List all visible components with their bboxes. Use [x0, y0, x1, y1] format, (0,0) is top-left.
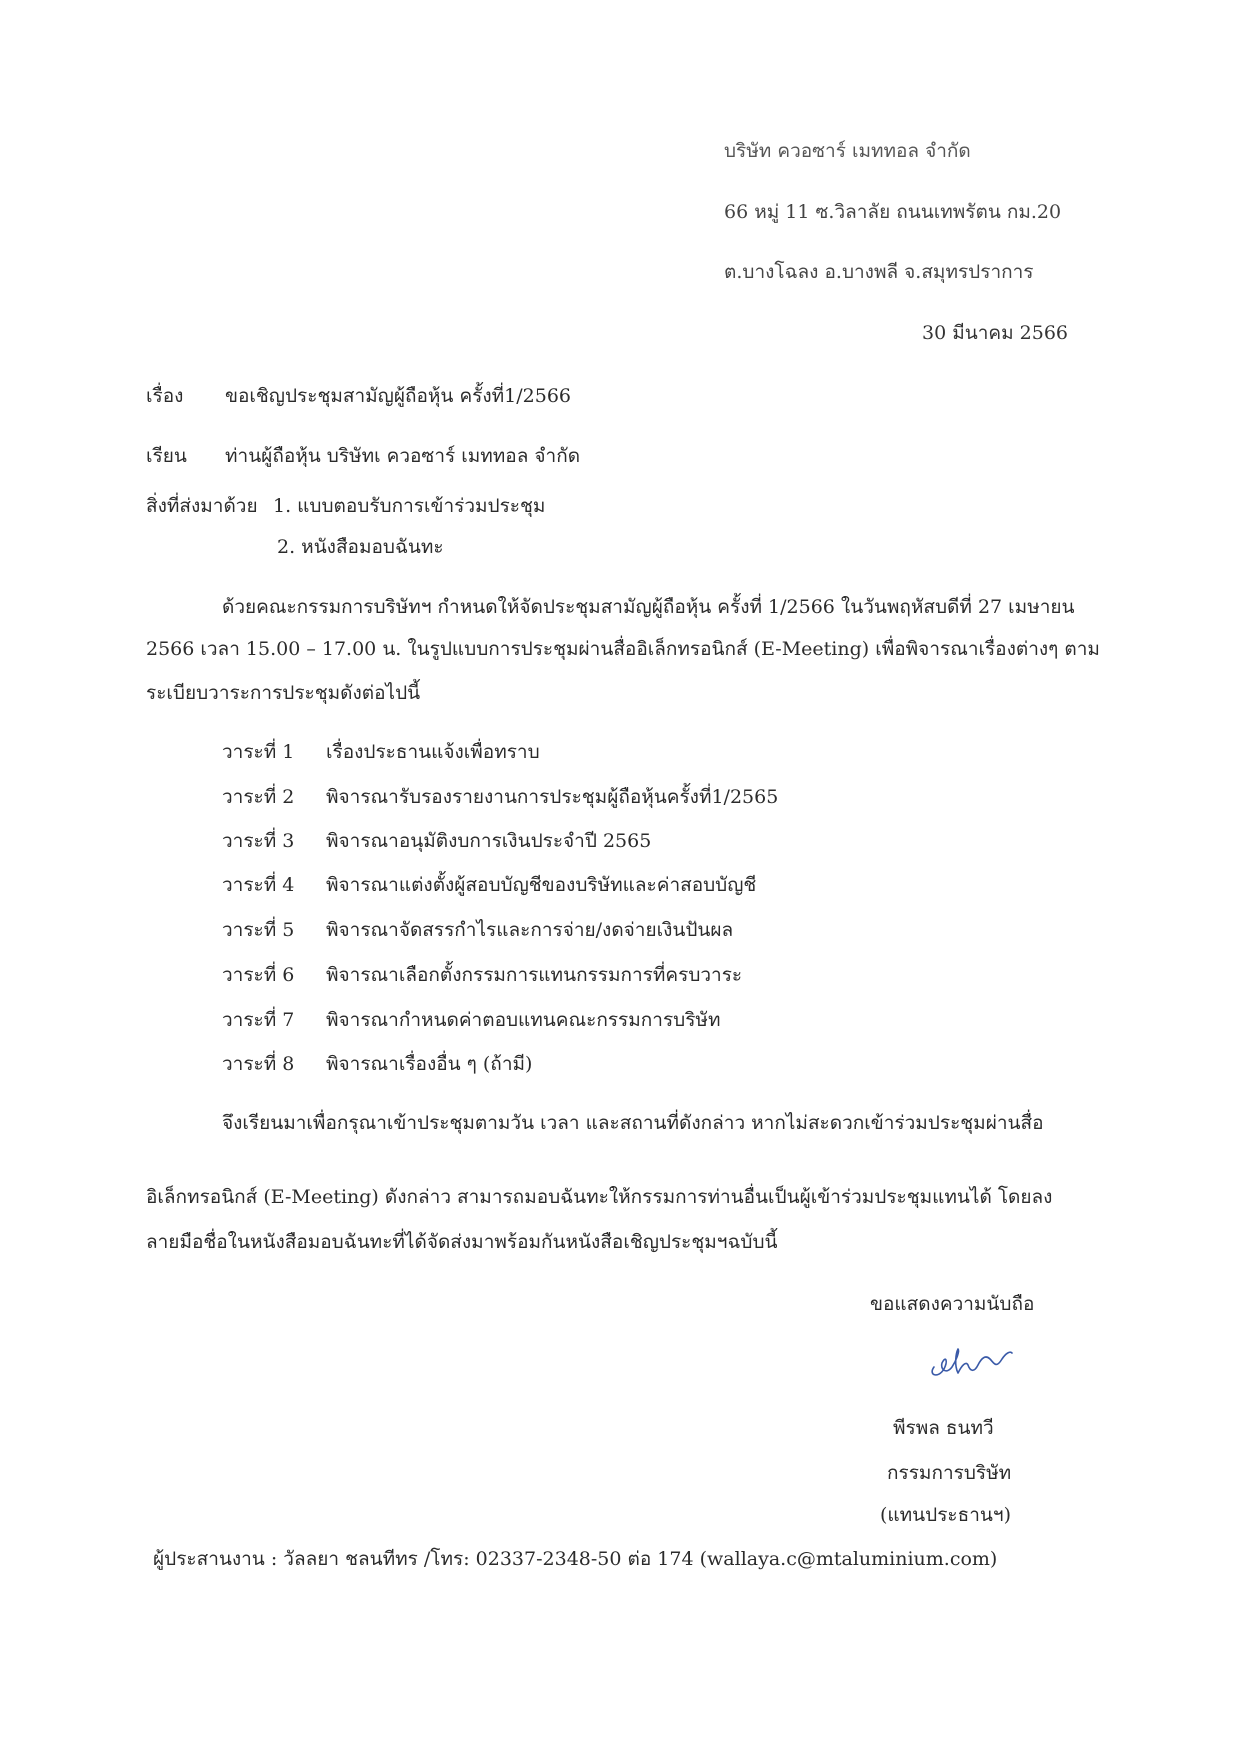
agenda-item-label: วาระที่ 5: [222, 919, 295, 941]
intro-paragraph-line: 2566 เวลา 15.00 – 17.00 น. ในรูปแบบการประชุมผ่านสื่ออิเล็กทรอนิกส์ (E-Meeting) เพื่อพิจารณาเรื่องต่างๆ ตาม: [146, 638, 1100, 660]
signer-on-behalf: (แทนประธานฯ): [880, 1504, 1011, 1526]
complimentary-close: ขอแสดงความนับถือ: [870, 1293, 1035, 1315]
agenda-item-text: พิจารณาเลือกตั้งกรรมการแทนกรรมการที่ครบวาระ: [326, 964, 743, 986]
closing-paragraph-line: จึงเรียนมาเพื่อกรุณาเข้าประชุมตามวัน เวลา และสถานที่ดังกล่าว หากไม่สะดวกเข้าร่วมประชุมผ่านสื่อ: [222, 1112, 1044, 1134]
recipient-text: ท่านผู้ถือหุ้น บริษัทเ ควอซาร์ เมททอล จำกัด: [225, 445, 581, 467]
agenda-item-label: วาระที่ 8: [222, 1053, 295, 1075]
agenda-item-label: วาระที่ 7: [222, 1009, 295, 1031]
handwritten-signature: [920, 1335, 1020, 1385]
agenda-item-label: วาระที่ 1: [222, 741, 295, 763]
enclosures-label: สิ่งที่ส่งมาด้วย: [146, 495, 258, 517]
intro-paragraph-line: ด้วยคณะกรรมการบริษัทฯ กำหนดให้จัดประชุมสามัญผู้ถือหุ้น ครั้งที่ 1/2566 ในวันพฤหัสบดีที่ 27 เมษายน: [222, 596, 1075, 618]
closing-paragraph-line: ลายมือชื่อในหนังสือมอบฉันทะที่ได้จัดส่งมาพร้อมกันหนังสือเชิญประชุมฯฉบับนี้: [146, 1231, 778, 1253]
agenda-item-text: พิจารณาจัดสรรกำไรและการจ่าย/งดจ่ายเงินปันผล: [326, 919, 734, 941]
closing-paragraph-line: อิเล็กทรอนิกส์ (E-Meeting) ดังกล่าว สามารถมอบฉันทะให้กรรมการท่านอื่นเป็นผู้เข้าร่วมประชุมแทนได้ โดยลง: [146, 1186, 1053, 1208]
company-address-line2: ต.บางโฉลง อ.บางพลี จ.สมุทรปราการ: [724, 261, 1034, 283]
subject-label: เรื่อง: [146, 385, 184, 407]
letter-date: 30 มีนาคม 2566: [922, 322, 1069, 344]
agenda-item-label: วาระที่ 2: [222, 786, 295, 808]
agenda-item-text: เรื่องประธานแจ้งเพื่อทราบ: [326, 741, 540, 763]
recipient-label: เรียน: [146, 445, 187, 467]
signer-name: พีรพล ธนทวี: [893, 1417, 994, 1439]
agenda-item-text: พิจารณาเรื่องอื่น ๆ (ถ้ามี): [326, 1053, 533, 1075]
agenda-item-text: พิจารณากำหนดค่าตอบแทนคณะกรรมการบริษัท: [326, 1009, 721, 1031]
agenda-item-text: พิจารณาแต่งตั้งผู้สอบบัญชีของบริษัทและค่าสอบบัญชี: [326, 874, 757, 896]
subject-text: ขอเชิญประชุมสามัญผู้ถือหุ้น ครั้งที่1/2566: [225, 385, 572, 407]
agenda-item-label: วาระที่ 3: [222, 830, 295, 852]
agenda-item-label: วาระที่ 6: [222, 964, 295, 986]
enclosure-item: 2. หนังสือมอบฉันทะ: [277, 536, 444, 558]
enclosure-item: 1. แบบตอบรับการเข้าร่วมประชุม: [273, 495, 546, 517]
agenda-item-text: พิจารณาอนุมัติงบการเงินประจำปี 2565: [326, 830, 652, 852]
signer-position: กรรมการบริษัท: [887, 1462, 1012, 1484]
agenda-item-text: พิจารณารับรองรายงานการประชุมผู้ถือหุ้นครั้งที่1/2565: [326, 786, 779, 808]
company-name: บริษัท ควอซาร์ เมททอล จำกัด: [724, 140, 971, 162]
agenda-item-label: วาระที่ 4: [222, 874, 295, 896]
contact-info: ผู้ประสานงาน : วัลลยา ชลนทีทร /โทร: 02337-2348-50 ต่อ 174 (wallaya.c@mtaluminium.com): [153, 1548, 998, 1570]
intro-paragraph-line: ระเบียบวาระการประชุมดังต่อไปนี้: [146, 682, 421, 704]
company-address-line1: 66 หมู่ 11 ซ.วิลาลัย ถนนเทพรัตน กม.20: [724, 201, 1062, 223]
